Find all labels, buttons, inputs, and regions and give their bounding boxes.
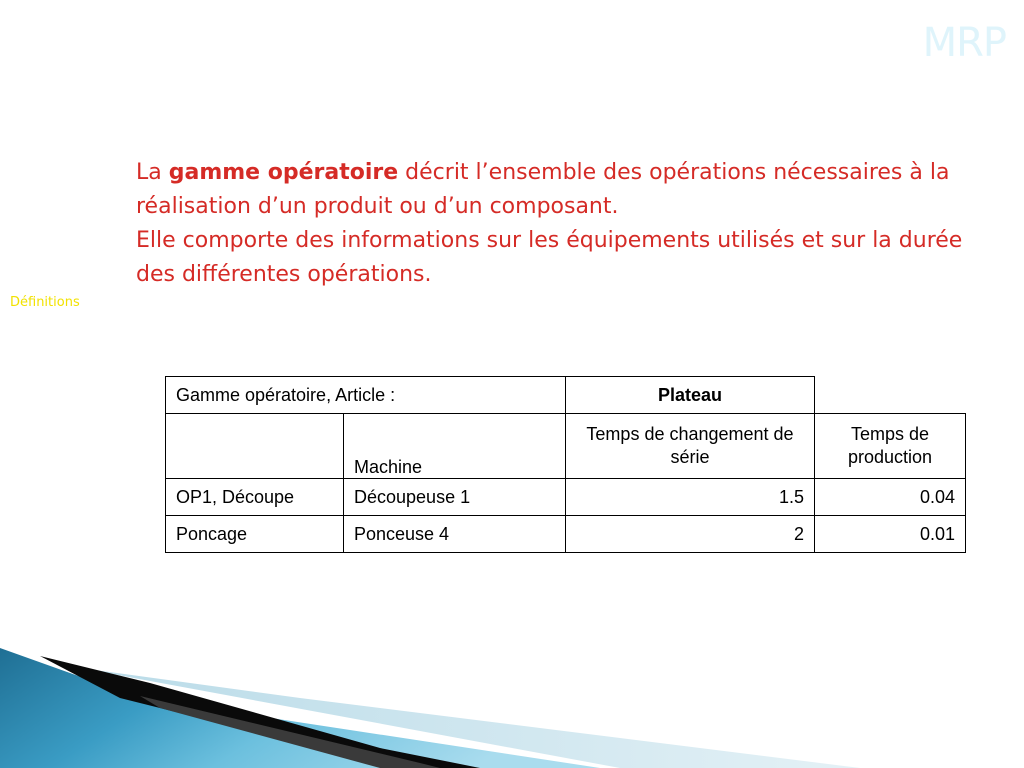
routing-table: [165, 376, 966, 553]
changeover-header-cell: Temps de changement de série: [566, 414, 815, 479]
decorative-swoosh: [0, 638, 1024, 768]
changeover-cell: 1.5: [566, 479, 815, 516]
empty-cell: [815, 377, 966, 414]
section-label: Définitions: [10, 295, 80, 310]
machine-header-cell: Machine: [344, 414, 566, 479]
changeover-cell: 2: [566, 516, 815, 553]
header-label-cell: Gamme opératoire, Article :: [166, 377, 566, 414]
definition-paragraph-2: Elle comporte des informations sur les équipements utilisés et sur la durée des différentes opérations.: [136, 228, 963, 287]
article-cell: Plateau: [566, 377, 815, 414]
table-column-header-row: [166, 414, 966, 479]
definition-prefix: La: [136, 160, 169, 185]
definition-paragraph-1: [136, 156, 1006, 224]
production-header-cell: Temps de production: [815, 414, 966, 479]
operation-cell: Poncage: [166, 516, 344, 553]
production-cell: 0.01: [815, 516, 966, 553]
table-header-row: [166, 377, 966, 414]
production-cell: 0.04: [815, 479, 966, 516]
table-row: [166, 479, 966, 516]
definition-rest: décrit l’ensemble des opérations nécessaires à la réalisation d’un produit ou d’un composant.: [136, 160, 950, 219]
operation-cell: OP1, Découpe: [166, 479, 344, 516]
machine-cell: Ponceuse 4: [344, 516, 566, 553]
table-row: [166, 516, 966, 553]
slide-corner-title: MRP: [922, 20, 1006, 66]
definition-term: gamme opératoire: [168, 160, 399, 185]
operation-header-cell: [166, 414, 344, 479]
machine-cell: Découpeuse 1: [344, 479, 566, 516]
definition-text: [136, 156, 1006, 292]
